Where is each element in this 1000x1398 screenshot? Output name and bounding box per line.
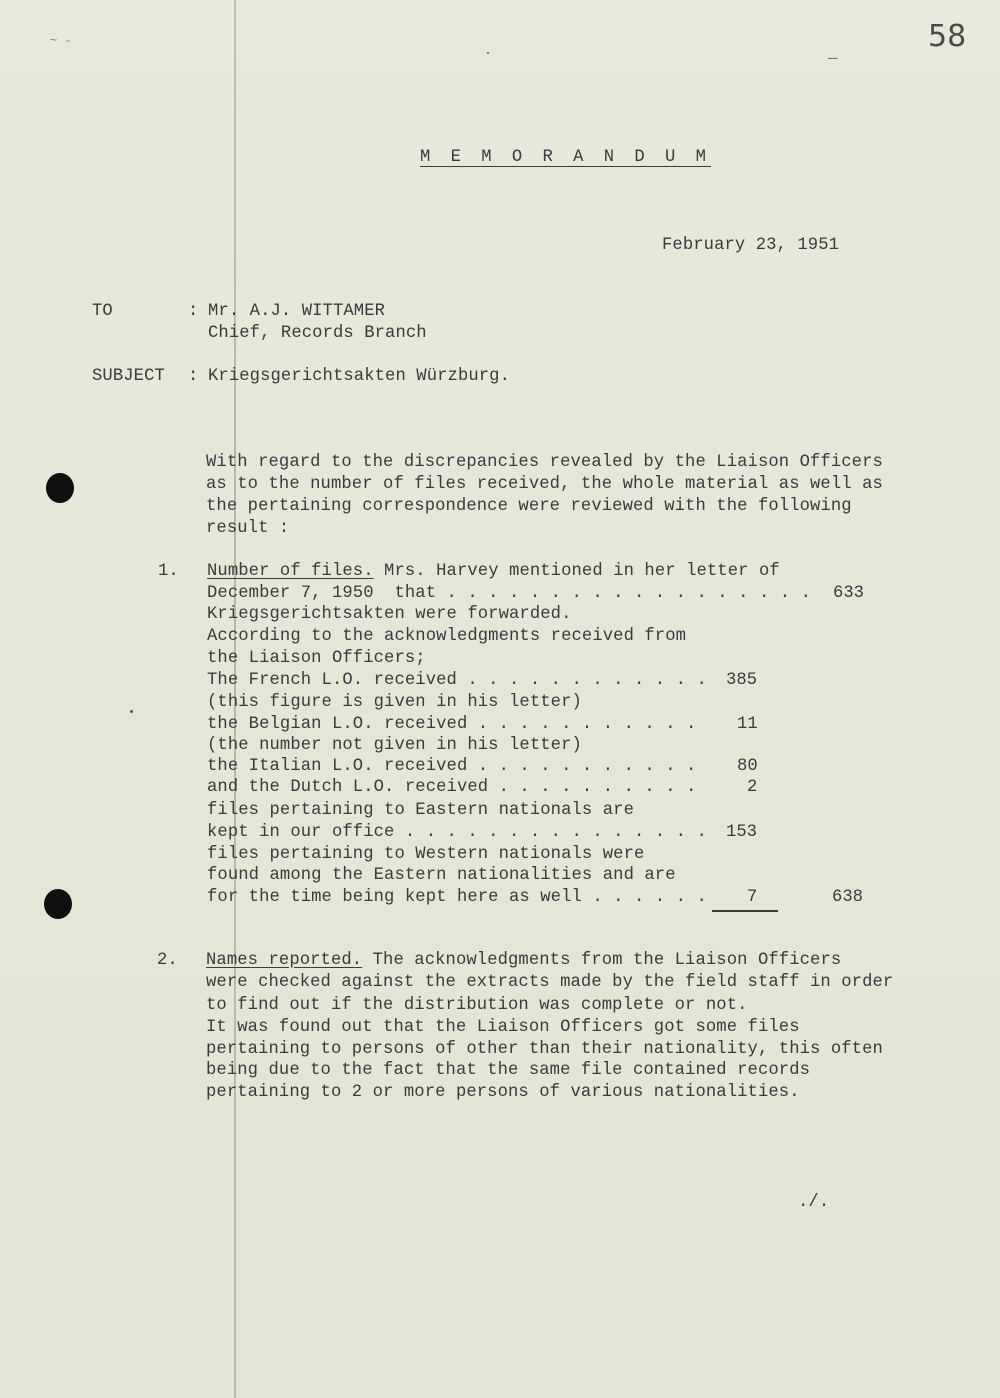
tally-line: files pertaining to Western nationals were [207, 845, 645, 864]
page-number: 58 [928, 19, 967, 54]
tally-line: for the time being kept here as well . . . . . . [207, 888, 707, 907]
punch-hole-bottom [44, 889, 72, 919]
memo-date: February 23, 1951 [662, 236, 840, 255]
to-colon: : [188, 302, 199, 321]
punch-hole-top [46, 473, 74, 503]
section-number: 1. [158, 562, 179, 581]
tally-line: the Italian L.O. received . . . . . . . . . . . [207, 757, 697, 776]
top-dash: _ [828, 44, 838, 62]
subject-colon: : [188, 367, 199, 386]
tally-line: (the number not given in his letter) [207, 736, 582, 755]
section-heading-line [207, 561, 780, 583]
tally-line: The French L.O. received . . . . . . . . . . . . [207, 671, 707, 690]
to-label: TO [92, 302, 113, 321]
section-number: 2. [157, 951, 178, 970]
tally-line: December 7, 1950 that . . . . . . . . . . . . . . . . . . [207, 584, 812, 603]
paragraph-line: were checked against the extracts made by the field staff in order [206, 973, 894, 992]
tally-line: the Belgian L.O. received . . . . . . . . . . . [207, 715, 697, 734]
memo-title: M E M O R A N D U M [420, 148, 711, 167]
continuation-mark: ./. [798, 1193, 830, 1212]
tally-line: kept in our office . . . . . . . . . . . . . . . [207, 823, 707, 842]
intro-line: the pertaining correspondence were reviewed with the following [206, 497, 852, 516]
tally-value: 153 [726, 823, 757, 842]
tally-line: According to the acknowledgments received from [207, 627, 687, 646]
tally-value: 7 [747, 888, 758, 907]
tally-total: 638 [832, 888, 863, 907]
subject-text: Kriegsgerichtsakten Würzburg. [208, 367, 511, 386]
tally-line: files pertaining to Eastern nationals are [207, 801, 634, 820]
paragraph-line: It was found out that the Liaison Officers got some files [206, 1018, 800, 1037]
intro-line: With regard to the discrepancies revealed by the Liaison Officers [206, 453, 883, 472]
paper-speck [130, 710, 133, 713]
tally-line: (this figure is given in his letter) [207, 693, 582, 712]
tally-value: 385 [726, 671, 757, 690]
paragraph-line: pertaining to 2 or more persons of various nationalities. [206, 1083, 800, 1102]
intro-line: result : [206, 519, 290, 538]
tally-value: 11 [737, 715, 758, 734]
to-recipient: Mr. A.J. WITTAMER [208, 302, 386, 321]
to-recipient-title: Chief, Records Branch [208, 324, 427, 343]
tally-value: 633 [833, 584, 864, 603]
section-heading-rest: The acknowledgments from the Liaison Officers [362, 951, 842, 970]
tally-line: the Liaison Officers; [207, 649, 426, 668]
paragraph-line: being due to the fact that the same file contained records [206, 1061, 811, 1080]
subject-label: SUBJECT [92, 367, 165, 386]
tally-line: found among the Eastern nationalities and are [207, 866, 676, 885]
tally-value: 2 [747, 778, 758, 797]
tally-line: and the Dutch L.O. received . . . . . . . . . . [207, 778, 697, 797]
intro-line: as to the number of files received, the whole material as well as [206, 475, 883, 494]
section-heading-rest: Mrs. Harvey mentioned in her letter of [373, 562, 780, 581]
tally-value: 80 [737, 757, 758, 776]
tally-line: Kriegsgerichtsakten were forwarded. [207, 605, 572, 624]
paragraph-line: to find out if the distribution was complete or not. [206, 996, 748, 1015]
section-heading-line [206, 950, 841, 972]
paper-speck [487, 52, 489, 54]
corner-mark: ~ - [50, 34, 72, 48]
section-heading: Number of files. [207, 562, 374, 581]
paragraph-line: pertaining to persons of other than their nationality, this often [206, 1040, 883, 1059]
section-heading: Names reported. [206, 951, 363, 970]
sum-underline [712, 910, 778, 912]
